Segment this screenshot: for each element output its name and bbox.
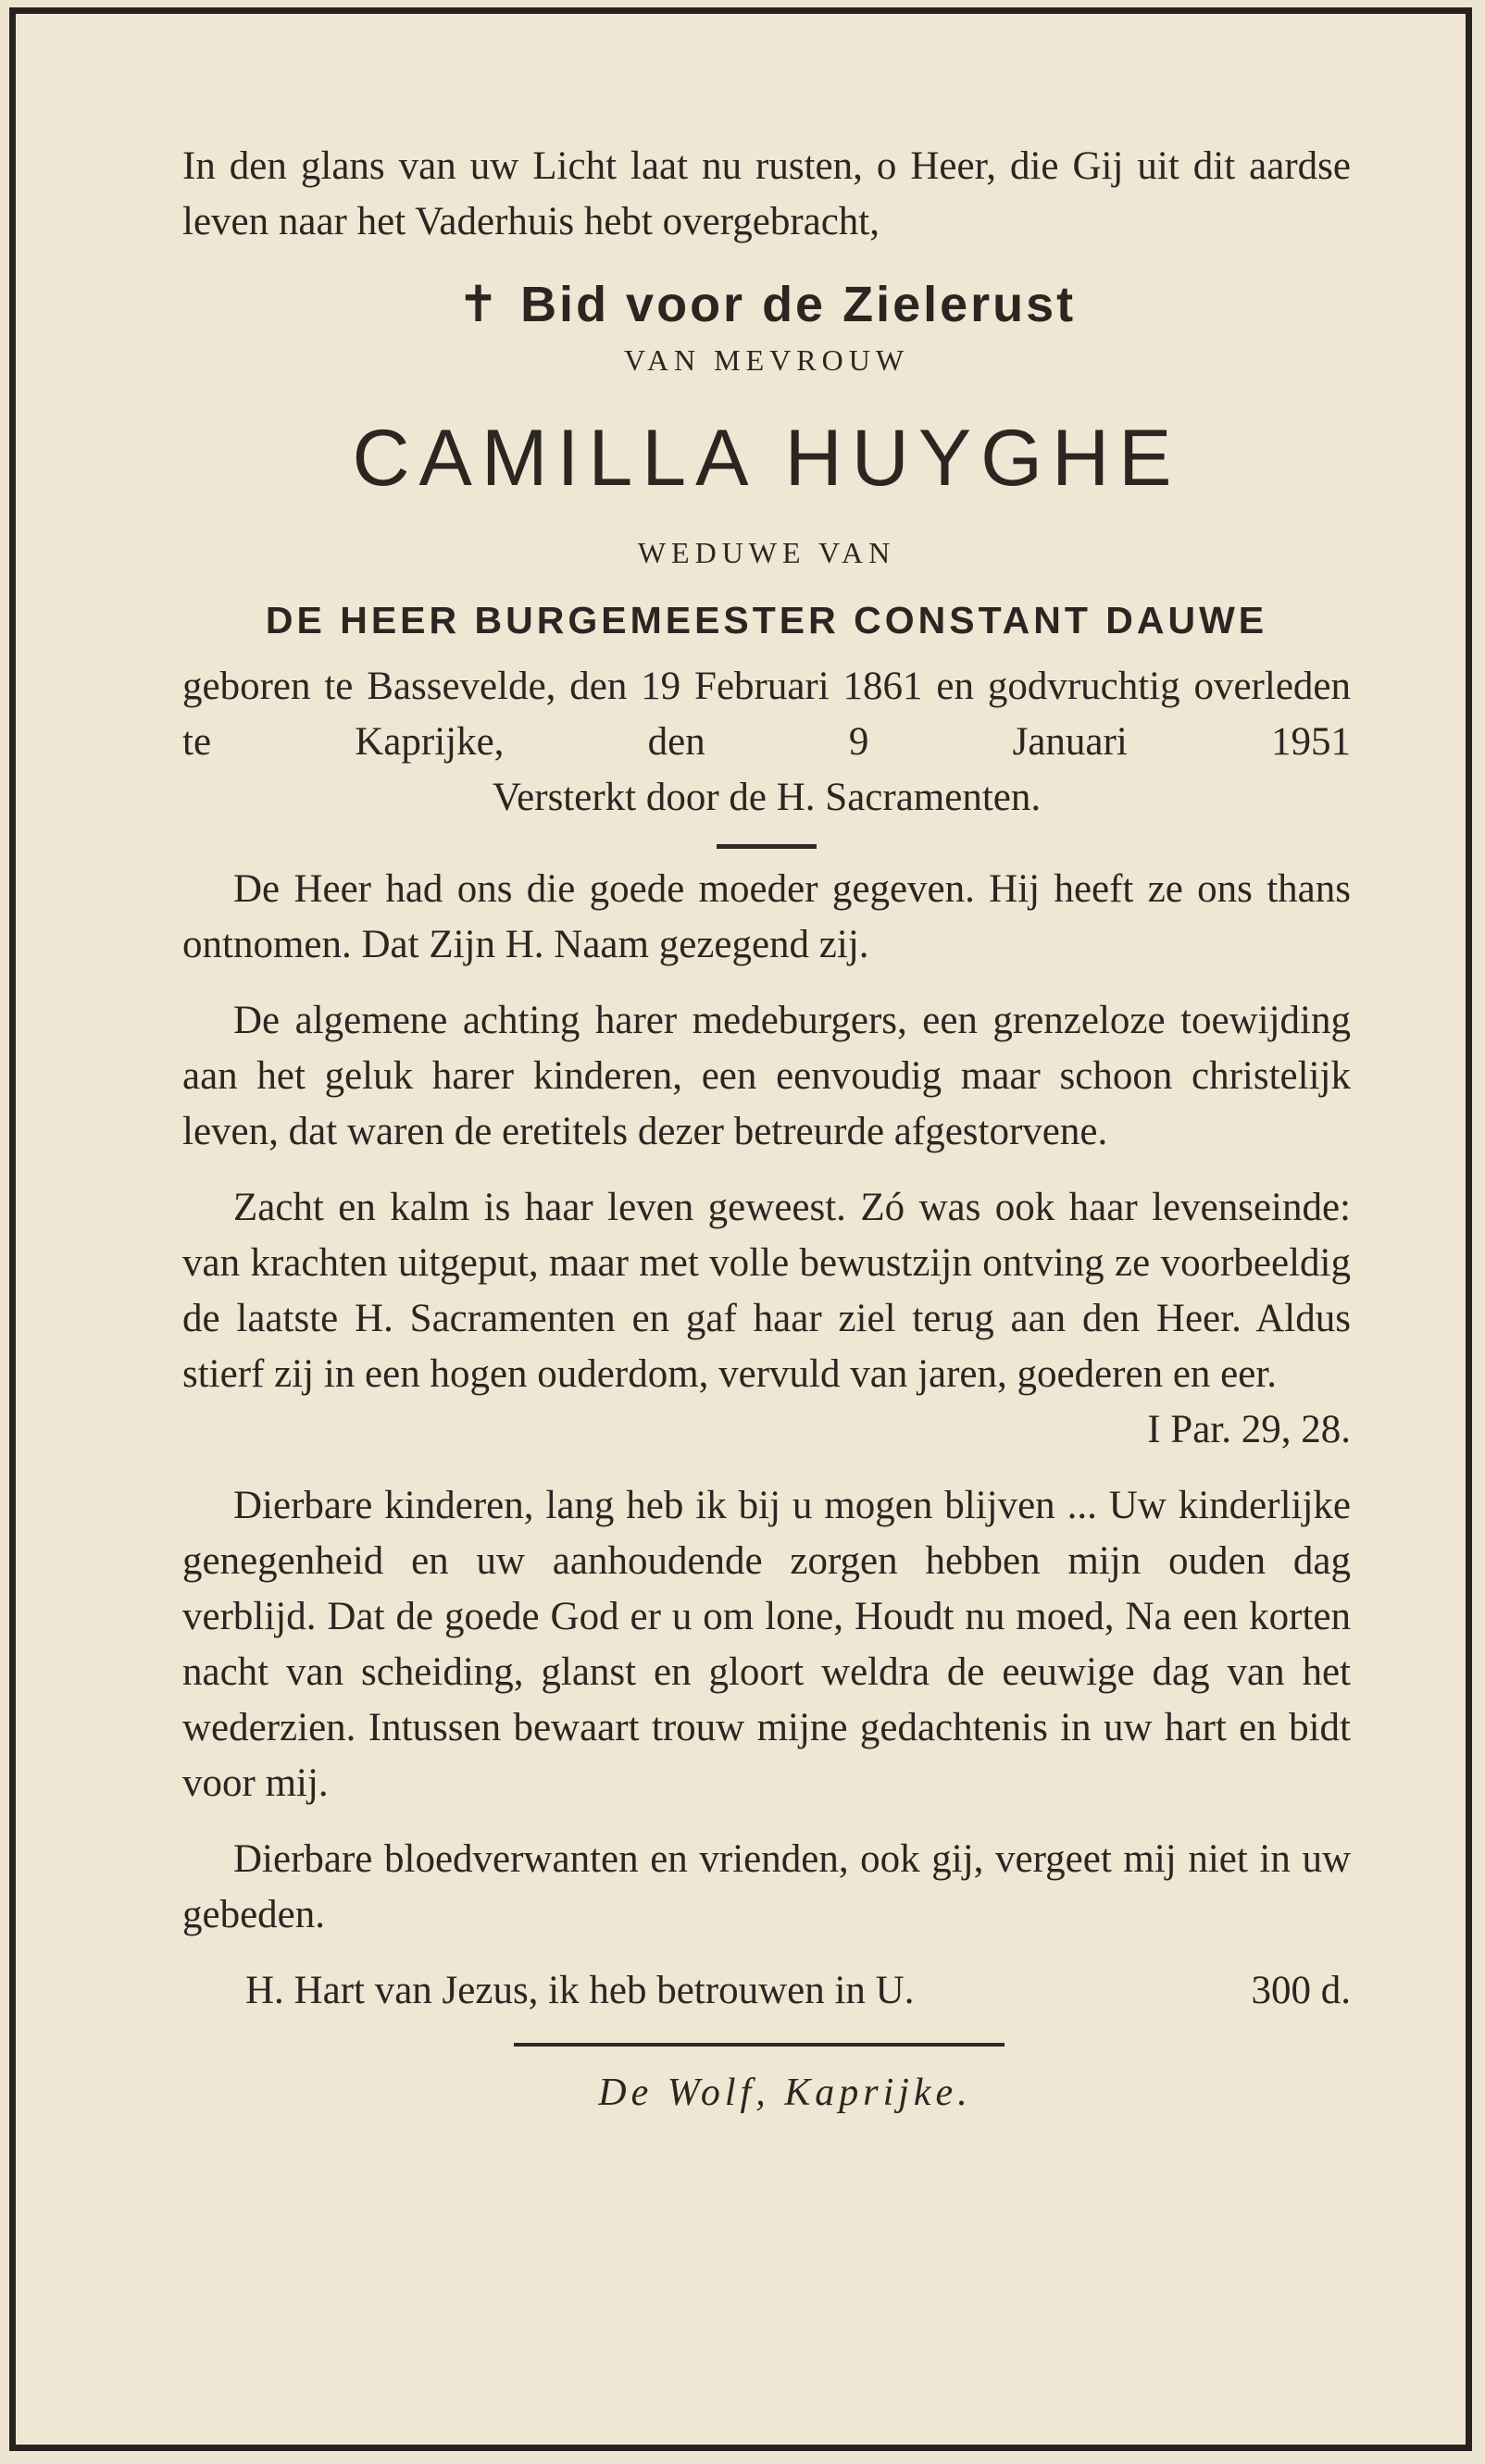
bid-heading (182, 272, 1351, 337)
birth-death-text: geboren te Bassevelde, den 19 Februari 1861 en godvruchtig overleden te Kaprijke, den 9 Januari 1951 (182, 665, 1351, 764)
cross-icon: ✝ (456, 277, 503, 332)
paragraph-1: De Heer had ons die goede moeder gegeven. Hij heeft ze ons thans ontnomen. Dat Zijn H. Naam gezegend zij. (182, 867, 1351, 966)
scripture-reference: I Par. 29, 28. (1147, 1408, 1351, 1451)
paragraph-3-block (182, 1180, 1351, 1458)
indulgence-text: 300 d. (1251, 1969, 1351, 2012)
card-content (182, 139, 1351, 2115)
paragraph-4: Dierbare kinderen, lang heb ik bij u mogen blijven ... Uw kinderlijke genegenheid en uw aanhoudende zorgen hebben mijn ouden dag verblijd. Dat de goede God er u om lone, Houdt nu moed, Na een korten nacht van scheiding, glanst en gloort weldra de eeuwige dag van het wederzien. Intussen bewaart trouw mijne gedachtenis in uw hart en bidt voor mij. (182, 1484, 1351, 1805)
memorial-card (9, 7, 1472, 2451)
paragraph-3: Zacht en kalm is haar leven geweest. Zó was ook haar levenseinde: van krachten uitgeput, maar met volle bewustzijn ontving ze voorbeeldig de laatste H. Sacramenten en gaf haar ziel terug aan den Heer. Aldus stierf zij in een hogen ouderdom, vervuld van jaren, goederen en eer. (182, 1186, 1351, 1396)
paragraph-5: Dierbare bloedverwanten en vrienden, ook gij, vergeet mij niet in uw gebeden. (182, 1837, 1351, 1936)
prayer-text: H. Hart van Jezus, ik heb betrouwen in U. (245, 1969, 915, 2012)
sacraments-text: Versterkt door de H. Sacramenten. (492, 776, 1042, 819)
divider-long (514, 2043, 1005, 2047)
bid-text: Bid voor de Zielerust (520, 277, 1077, 332)
prayer-line (182, 1963, 1351, 2019)
scripture-line (182, 1402, 1351, 1458)
printer-imprint: De Wolf, Kaprijke. (598, 2072, 972, 2114)
van-mevrouw: VAN MEVROUW (623, 343, 910, 377)
husband-name: DE HEER BURGEMEESTER CONSTANT DAUWE (265, 599, 1268, 641)
intro-text: In den glans van uw Licht laat nu rusten, o Heer, die Gij uit dit aardse leven naar het Vaderhuis hebt overgebracht, (182, 144, 1351, 243)
deceased-name: CAMILLA HUYGHE (352, 414, 1181, 503)
divider-short (717, 844, 817, 849)
paragraph-2: De algemene achting harer medeburgers, een grenzeloze toewijding aan het geluk harer kinderen, een eenvoudig maar schoon christelijk leven, dat waren de eretitels dezer betreurde afgestorvene. (182, 999, 1351, 1153)
weduwe-van: WEDUWE VAN (637, 536, 896, 569)
